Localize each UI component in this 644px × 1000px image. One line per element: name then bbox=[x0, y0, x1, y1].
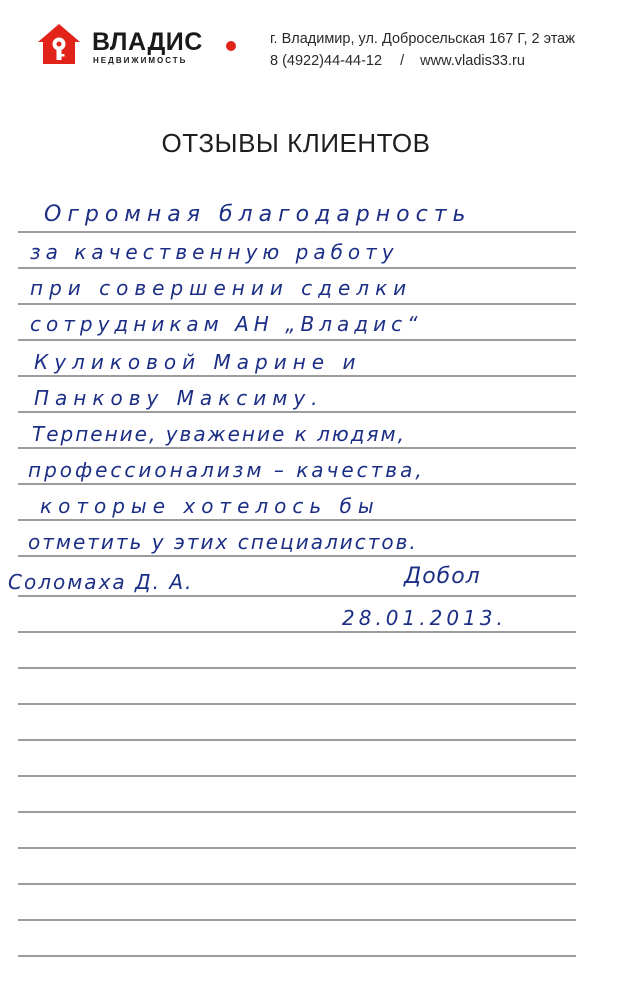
phone-text: 8 (4922)44-44-12 bbox=[270, 53, 383, 69]
review-signature: Добол bbox=[404, 564, 481, 589]
review-line: за качественную работу bbox=[30, 240, 399, 264]
review-line: отметить у этих специалистов. bbox=[28, 530, 418, 554]
review-line: Огромная благодарность bbox=[44, 202, 472, 227]
review-line: которые хотелось бы bbox=[40, 494, 380, 518]
review-line: Панкову Максиму. bbox=[34, 386, 324, 410]
review-line: Куликовой Марине и bbox=[34, 350, 362, 374]
website-link[interactable]: www.vladis33.ru bbox=[420, 53, 525, 69]
review-author: Соломаха Д. А. bbox=[8, 570, 194, 594]
separator: / bbox=[400, 53, 405, 69]
review-line: Терпение, уважение к людям, bbox=[32, 422, 406, 446]
brand-subtitle: НЕДВИЖИМОСТЬ bbox=[93, 56, 188, 65]
review-line: при совершении сделки bbox=[30, 276, 413, 300]
review-line: сотрудникам АН „Владис“ bbox=[30, 312, 423, 336]
brand-name: ВЛАДИС bbox=[92, 28, 203, 56]
address-text: г. Владимир, ул. Добросельская 167 Г, 2 этаж bbox=[270, 31, 575, 47]
review-date: 28.01.2013. bbox=[342, 606, 507, 630]
page-title: ОТЗЫВЫ КЛИЕНТОВ bbox=[161, 128, 431, 158]
review-line: профессионализм – качества, bbox=[28, 458, 425, 482]
